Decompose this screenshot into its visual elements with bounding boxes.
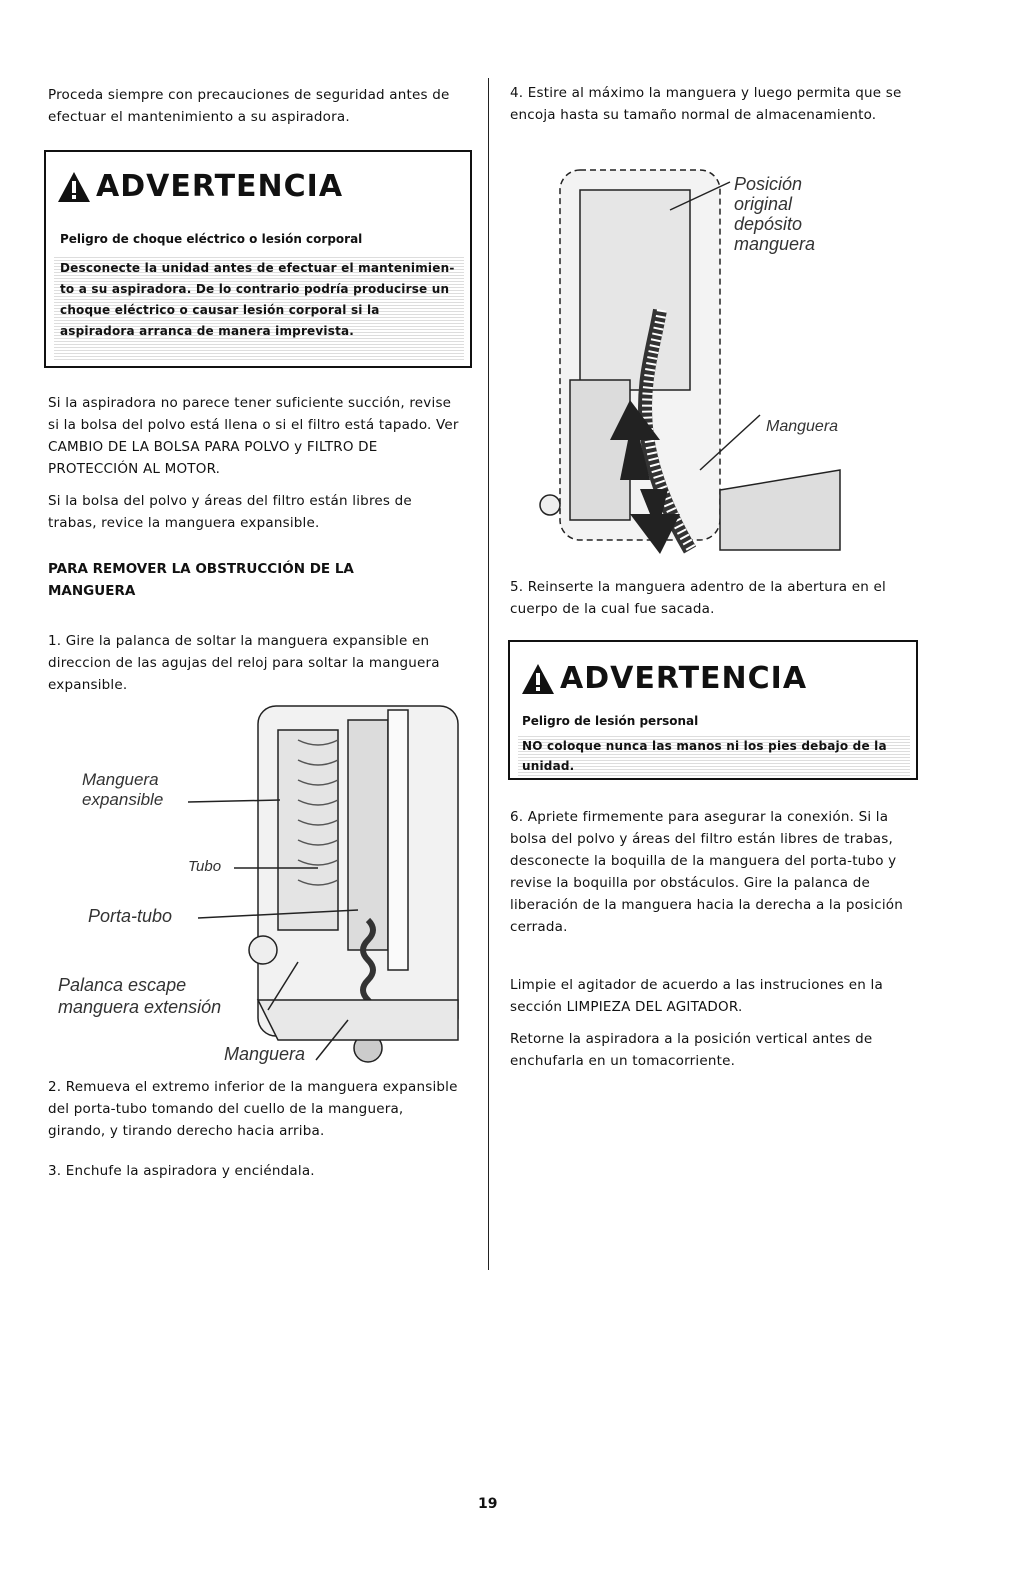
warning-title: ADVERTENCIA — [56, 170, 343, 204]
warning-subtitle-2: Peligro de lesión personal — [522, 714, 699, 728]
figure-hose-storage — [510, 150, 910, 560]
filter-free-paragraph: Si la bolsa del polvo y áreas del filtro están libres de trabas, revice la manguera expansible. — [48, 493, 412, 531]
label-manguera: Manguera — [224, 1044, 306, 1064]
label-posicion-original: Posición original depósito manguera — [734, 174, 816, 254]
step-3: 3. Enchufe la aspiradora y enciéndala. — [48, 1163, 315, 1179]
step-4: 4. Estire al máximo la manguera y luego permita que se encoja hasta su tamaño normal de almacenamiento. — [510, 85, 902, 123]
warning-subtitle: Peligro de choque eléctrico o lesión corporal — [60, 232, 363, 246]
column-divider — [488, 78, 489, 1270]
warning-body-2: NO coloque nunca las manos ni los pies debajo de la unidad. — [518, 736, 910, 776]
step-5: 5. Reinserte la manguera adentro de la abertura en el cuerpo de la cual fue sacada. — [510, 579, 886, 617]
label-tubo: Tubo — [188, 858, 222, 875]
warning-box-electric — [44, 150, 472, 368]
warning-box-injury — [508, 640, 918, 780]
warning-triangle-icon — [520, 662, 556, 696]
section-heading: PARA REMOVER LA OBSTRUCCIÓN DE LA MANGUERA — [48, 561, 354, 599]
intro-paragraph: Proceda siempre con precauciones de seguridad antes de efectuar el mantenimiento a su aspiradora. — [48, 87, 450, 125]
step-1: 1. Gire la palanca de soltar la manguera expansible en direccion de las agujas del reloj para soltar la manguera expansible. — [48, 633, 440, 693]
warning-title-2: ADVERTENCIA — [520, 662, 807, 696]
suction-paragraph: Si la aspiradora no parece tener suficiente succión, revise si la bolsa del polvo está llena o si el filtro está tapado. Ver CAMBIO DE LA BOLSA PARA POLVO y FILTRO DE PROTECCIÓN AL MOTOR. — [48, 395, 459, 477]
label-manguera-2: Manguera — [766, 418, 839, 435]
step-6: 6. Apriete firmemente para asegurar la conexión. Si la bolsa del polvo y áreas del filtro están libres de trabas, desconecte la boquilla de la manguera del porta-tubo y revise la boquilla por obstáculos. Gire la palanca de liberación de la manguera hacia la derecha a la posición cerrada. — [510, 809, 904, 935]
vacuum-illustration-2 — [510, 150, 910, 560]
warning-body: Desconecte la unidad antes de efectuar el mantenimiento a su aspiradora. De lo contrario podría producirse un choque eléctrico o causar lesión corporal si la aspiradora arranca de manera imprevista. — [54, 256, 464, 360]
figure-hose-release — [48, 700, 468, 1064]
label-palanca-escape: Palanca escape manguera extensión — [58, 975, 222, 1017]
step-2: 2. Remueva el extremo inferior de la manguera expansible del porta-tubo tomando del cuello de la manguera, girando, y tirando derecho hacia arriba. — [48, 1079, 458, 1139]
agitator-paragraph: Limpie el agitador de acuerdo a las instruciones en la sección LIMPIEZA DEL AGITADOR. — [510, 977, 883, 1015]
label-porta-tubo: Porta-tubo — [88, 906, 173, 926]
label-manguera-expansible: Manguera expansible — [82, 770, 164, 809]
return-paragraph: Retorne la aspiradora a la posición vertical antes de enchufarla en un tomacorriente. — [510, 1031, 873, 1069]
warning-triangle-icon — [56, 170, 92, 204]
page-number: 19 — [478, 1496, 498, 1512]
